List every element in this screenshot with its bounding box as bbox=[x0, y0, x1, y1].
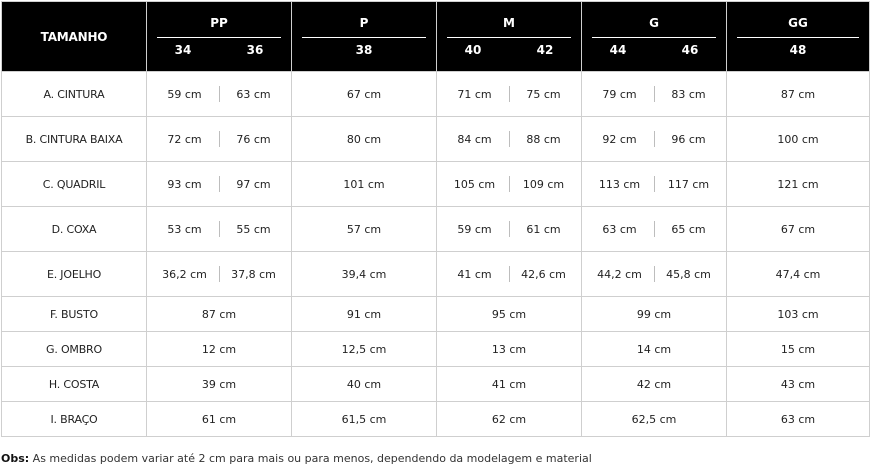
size-numbers bbox=[727, 43, 869, 57]
measurement-value: 12 cm bbox=[201, 342, 237, 356]
measurement-label: D. COXA bbox=[2, 207, 147, 252]
measurement-value: 76 cm bbox=[236, 132, 271, 146]
measurement-cell bbox=[727, 297, 870, 332]
value-pair bbox=[147, 266, 291, 282]
measurement-cell bbox=[147, 162, 292, 207]
measurement-value: 41 cm bbox=[457, 267, 492, 281]
measurement-value: 59 cm bbox=[457, 222, 492, 236]
table-row bbox=[2, 72, 870, 117]
value-pair bbox=[437, 131, 581, 147]
measurement-value: 71 cm bbox=[457, 87, 492, 101]
measurement-label: A. CINTURA bbox=[2, 72, 147, 117]
size-numbers bbox=[437, 43, 581, 57]
size-number: 44 bbox=[609, 43, 627, 57]
measurement-cell bbox=[582, 297, 727, 332]
size-table bbox=[1, 1, 870, 437]
measurement-cell bbox=[147, 252, 292, 297]
measurement-value: 75 cm bbox=[526, 87, 561, 101]
measurement-cell bbox=[727, 252, 870, 297]
header-row bbox=[2, 2, 870, 72]
size-number: 36 bbox=[246, 43, 264, 57]
size-number: 48 bbox=[789, 43, 807, 57]
measurement-value: 67 cm bbox=[780, 222, 816, 236]
measurement-value: 12,5 cm bbox=[341, 342, 387, 356]
measurement-cell bbox=[582, 162, 727, 207]
measurement-value: 67 cm bbox=[346, 87, 382, 101]
header-divider bbox=[157, 37, 281, 38]
measurement-cell bbox=[727, 117, 870, 162]
measurement-value: 39 cm bbox=[201, 377, 237, 391]
measurement-cell bbox=[582, 72, 727, 117]
measurement-value: 117 cm bbox=[667, 177, 710, 191]
measurement-cell bbox=[727, 72, 870, 117]
measurement-value: 62 cm bbox=[491, 412, 527, 426]
size-number: 38 bbox=[355, 43, 373, 57]
measurement-value: 91 cm bbox=[346, 307, 382, 321]
measurement-cell bbox=[582, 367, 727, 402]
measurement-cell bbox=[727, 162, 870, 207]
measurement-value: 63 cm bbox=[602, 222, 637, 236]
size-number: 34 bbox=[174, 43, 192, 57]
measurement-value: 99 cm bbox=[636, 307, 672, 321]
measurement-value: 59 cm bbox=[167, 87, 202, 101]
measurement-value: 121 cm bbox=[777, 177, 819, 191]
table-row bbox=[2, 252, 870, 297]
header-label: TAMANHO bbox=[40, 29, 108, 44]
measurement-value: 95 cm bbox=[491, 307, 527, 321]
value-pair bbox=[437, 176, 581, 192]
measurement-value: 93 cm bbox=[167, 177, 202, 191]
measurement-label: H. COSTA bbox=[2, 367, 147, 402]
measurement-label: F. BUSTO bbox=[2, 297, 147, 332]
value-pair bbox=[582, 221, 726, 237]
measurement-value: 83 cm bbox=[671, 87, 706, 101]
measurement-value: 87 cm bbox=[780, 87, 816, 101]
header-divider bbox=[737, 37, 859, 38]
measurement-value: 57 cm bbox=[346, 222, 382, 236]
measurement-value: 105 cm bbox=[453, 177, 496, 191]
size-name: GG bbox=[788, 16, 808, 30]
header-size-g bbox=[582, 2, 727, 72]
measurement-label: E. JOELHO bbox=[2, 252, 147, 297]
measurement-value: 88 cm bbox=[526, 132, 561, 146]
measurement-cell bbox=[292, 402, 437, 437]
measurement-cell bbox=[437, 402, 582, 437]
table-row bbox=[2, 117, 870, 162]
measurement-value: 42,6 cm bbox=[521, 267, 566, 281]
header-divider bbox=[447, 37, 571, 38]
table-row bbox=[2, 332, 870, 367]
value-pair bbox=[582, 86, 726, 102]
header-divider bbox=[302, 37, 426, 38]
value-pair bbox=[582, 266, 726, 282]
measurement-value: 45,8 cm bbox=[666, 267, 711, 281]
note-prefix: Obs: bbox=[1, 452, 30, 465]
measurement-value: 61 cm bbox=[526, 222, 561, 236]
value-pair bbox=[437, 221, 581, 237]
measurement-cell bbox=[147, 297, 292, 332]
measurement-note bbox=[1, 452, 592, 465]
measurement-value: 87 cm bbox=[201, 307, 237, 321]
measurement-cell bbox=[582, 332, 727, 367]
measurement-value: 43 cm bbox=[780, 377, 816, 391]
measurement-cell bbox=[437, 332, 582, 367]
measurement-value: 101 cm bbox=[343, 177, 385, 191]
measurement-cell bbox=[292, 332, 437, 367]
header-size-p bbox=[292, 2, 437, 72]
measurement-value: 36,2 cm bbox=[162, 267, 207, 281]
measurement-value: 62,5 cm bbox=[631, 412, 677, 426]
measurement-cell bbox=[147, 367, 292, 402]
measurement-value: 103 cm bbox=[777, 307, 819, 321]
table-row bbox=[2, 297, 870, 332]
measurement-label: B. CINTURA BAIXA bbox=[2, 117, 147, 162]
header-size-gg bbox=[727, 2, 870, 72]
measurement-cell bbox=[437, 72, 582, 117]
measurement-cell bbox=[292, 297, 437, 332]
measurement-value: 72 cm bbox=[167, 132, 202, 146]
measurement-cell bbox=[727, 402, 870, 437]
measurement-value: 109 cm bbox=[522, 177, 565, 191]
measurement-value: 53 cm bbox=[167, 222, 202, 236]
measurement-label: I. BRAÇO bbox=[2, 402, 147, 437]
measurement-value: 55 cm bbox=[236, 222, 271, 236]
measurement-value: 80 cm bbox=[346, 132, 382, 146]
measurement-value: 40 cm bbox=[346, 377, 382, 391]
measurement-value: 113 cm bbox=[598, 177, 641, 191]
measurement-cell bbox=[582, 117, 727, 162]
measurement-cell bbox=[147, 117, 292, 162]
size-number: 40 bbox=[464, 43, 482, 57]
size-name: G bbox=[649, 16, 659, 30]
size-numbers bbox=[582, 43, 726, 57]
header-size-m bbox=[437, 2, 582, 72]
measurement-cell bbox=[582, 252, 727, 297]
measurement-cell bbox=[437, 207, 582, 252]
measurement-value: 100 cm bbox=[777, 132, 819, 146]
measurement-cell bbox=[727, 367, 870, 402]
size-number: 46 bbox=[681, 43, 699, 57]
measurement-label: C. QUADRIL bbox=[2, 162, 147, 207]
measurement-cell bbox=[437, 117, 582, 162]
table-body bbox=[2, 72, 870, 437]
value-pair bbox=[147, 131, 291, 147]
measurement-cell bbox=[292, 252, 437, 297]
header-size-pp bbox=[147, 2, 292, 72]
measurement-cell bbox=[437, 162, 582, 207]
size-name: PP bbox=[210, 16, 228, 30]
measurement-value: 44,2 cm bbox=[597, 267, 642, 281]
value-pair bbox=[582, 176, 726, 192]
value-pair bbox=[147, 176, 291, 192]
size-number: 42 bbox=[536, 43, 554, 57]
note-text: As medidas podem variar até 2 cm para mais ou para menos, dependendo da modelagem e material bbox=[29, 452, 592, 465]
measurement-cell bbox=[727, 207, 870, 252]
measurement-label: G. OMBRO bbox=[2, 332, 147, 367]
measurement-value: 39,4 cm bbox=[341, 267, 387, 281]
measurement-cell bbox=[292, 72, 437, 117]
value-pair bbox=[437, 266, 581, 282]
value-pair bbox=[147, 221, 291, 237]
measurement-value: 96 cm bbox=[671, 132, 706, 146]
measurement-cell bbox=[437, 252, 582, 297]
measurement-cell bbox=[147, 207, 292, 252]
value-pair bbox=[437, 86, 581, 102]
measurement-value: 61,5 cm bbox=[341, 412, 387, 426]
measurement-value: 79 cm bbox=[602, 87, 637, 101]
value-pair bbox=[147, 86, 291, 102]
measurement-value: 63 cm bbox=[236, 87, 271, 101]
measurement-value: 14 cm bbox=[636, 342, 672, 356]
measurement-value: 15 cm bbox=[780, 342, 816, 356]
measurement-value: 63 cm bbox=[780, 412, 816, 426]
header-divider bbox=[592, 37, 716, 38]
measurement-cell bbox=[147, 72, 292, 117]
measurement-value: 61 cm bbox=[201, 412, 237, 426]
measurement-cell bbox=[147, 332, 292, 367]
measurement-cell bbox=[582, 207, 727, 252]
measurement-value: 42 cm bbox=[636, 377, 672, 391]
measurement-value: 41 cm bbox=[491, 377, 527, 391]
measurement-value: 97 cm bbox=[236, 177, 271, 191]
measurement-value: 65 cm bbox=[671, 222, 706, 236]
table-row bbox=[2, 402, 870, 437]
measurement-value: 92 cm bbox=[602, 132, 637, 146]
size-name: M bbox=[503, 16, 515, 30]
table-row bbox=[2, 162, 870, 207]
value-pair bbox=[582, 131, 726, 147]
measurement-cell bbox=[292, 117, 437, 162]
measurement-value: 47,4 cm bbox=[775, 267, 821, 281]
measurement-cell bbox=[582, 402, 727, 437]
measurement-cell bbox=[292, 162, 437, 207]
measurement-cell bbox=[727, 332, 870, 367]
measurement-cell bbox=[437, 367, 582, 402]
table-row bbox=[2, 207, 870, 252]
measurement-value: 37,8 cm bbox=[231, 267, 276, 281]
measurement-cell bbox=[292, 207, 437, 252]
measurement-value: 84 cm bbox=[457, 132, 492, 146]
size-numbers bbox=[147, 43, 291, 57]
measurement-value: 13 cm bbox=[491, 342, 527, 356]
measurement-cell bbox=[437, 297, 582, 332]
table-row bbox=[2, 367, 870, 402]
size-numbers bbox=[292, 43, 436, 57]
size-name: P bbox=[359, 16, 369, 30]
measurement-cell bbox=[292, 367, 437, 402]
header-label-cell bbox=[2, 2, 147, 72]
measurement-cell bbox=[147, 402, 292, 437]
